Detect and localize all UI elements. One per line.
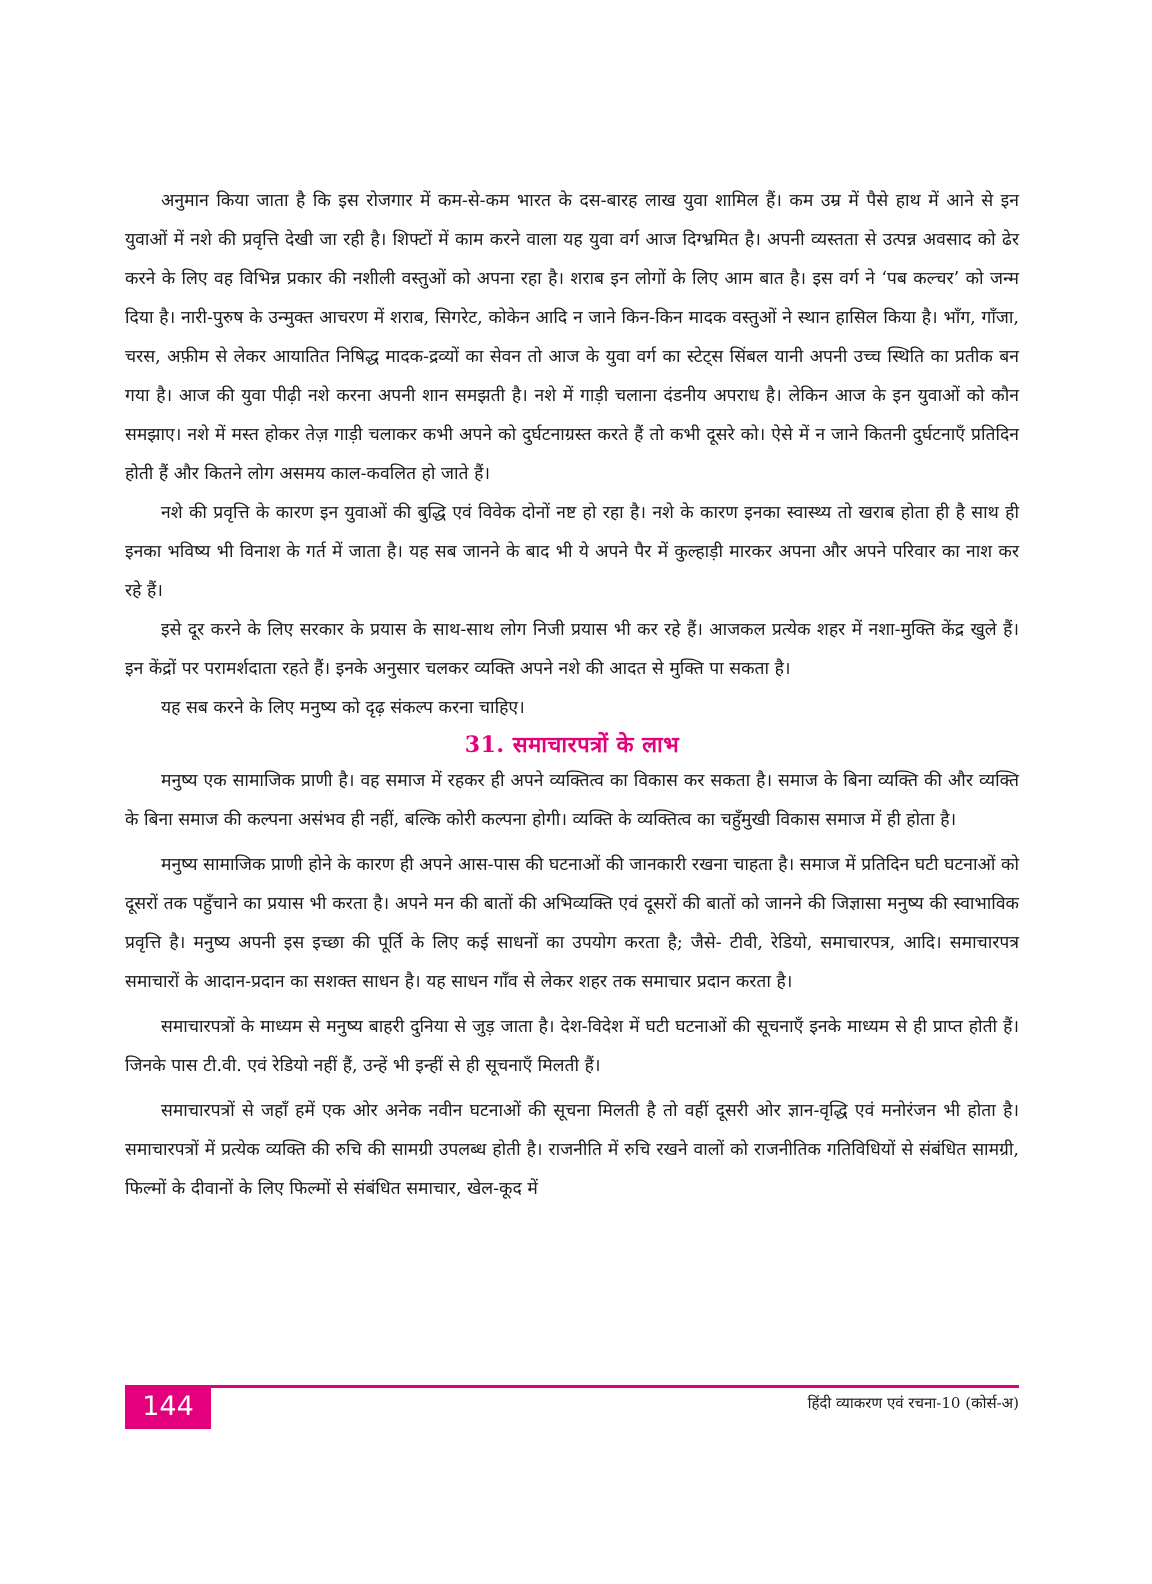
page-number: 144: [125, 1385, 211, 1429]
paragraph-news-outside-world: समाचारपत्रों के माध्यम से मनुष्य बाहरी दुनिया से जुड़ जाता है। देश-विदेश में घटी घटनाओं की सूचनाएँ इनके माध्यम से ही प्राप्त होती हैं। जिनके पास टी.वी. एवं रेडियो नहीं हैं, उन्हें भी इन्हीं से ही सूचनाएँ मिलती हैं।: [125, 1017, 1019, 1076]
book-title: हिंदी व्याकरण एवं रचना-10 (कोर्स-अ): [807, 1394, 1019, 1412]
section-heading: 31. समाचारपत्रों के लाभ: [464, 732, 680, 758]
paragraph-news-knowledge: समाचारपत्रों से जहाँ हमें एक ओर अनेक नवीन घटनाओं की सूचना मिलती है तो वहीं दूसरी ओर ज्ञान-वृद्धि एवं मनोरंजन भी होता है। समाचारपत्रों में प्रत्येक व्यक्ति की रुचि की सामग्री उपलब्ध होती है। राजनीति में रुचि रखने वालों को राजनीतिक गतिविधियों से संबंधित सामग्री, फिल्मों के दीवानों के लिए फिल्मों से संबंधित समाचार, खेल-कूद में: [125, 1101, 1019, 1199]
paragraph-addiction-youth: अनुमान किया जाता है कि इस रोजगार में कम-से-कम भारत के दस-बारह लाख युवा शामिल हैं। कम उम्र में पैसे हाथ में आने से इन युवाओं में नशे की प्रवृत्ति देखी जा रही है। शिफ्टों में काम करने वाला यह युवा वर्ग आज दिग्भ्रमित है। अपनी व्यस्तता से उत्पन्न अवसाद को ढेर करने के लिए वह विभिन्न प्रकार की नशीली वस्तुओं को अपना रहा है। शराब इन लोगों के लिए आम बात है। इस वर्ग ने ‘पब कल्चर’ को जन्म दिया है। नारी-पुरुष के उन्मुक्त आचरण में शराब, सिगरेट, कोकेन आदि न जाने किन-किन मादक वस्तुओं ने स्थान हासिल किया है। भाँग, गाँजा, चरस, अफ़ीम से लेकर आयातित निषिद्ध मादक-द्रव्यों का सेवन तो आज के युवा वर्ग का स्टेट्स सिंबल यानी अपनी उच्च स्थिति का प्रतीक बन गया है। आज की युवा पीढ़ी नशे करना अपनी शान समझती है। नशे में गाड़ी चलाना दंडनीय अपराध है। लेकिन आज के इन युवाओं को कौन समझाए। नशे में मस्त होकर तेज़ गाड़ी चलाकर कभी अपने को दुर्घटनाग्रस्त करते हैं तो कभी दूसरे को। ऐसे में न जाने कितनी दुर्घटनाएँ प्रतिदिन होती हैं और कितने लोग असमय काल-कवलित हो जाते हैं।: [125, 191, 1019, 484]
paragraph-news-curiosity: मनुष्य सामाजिक प्राणी होने के कारण ही अपने आस-पास की घटनाओं की जानकारी रखना चाहता है। समाज में प्रतिदिन घटी घटनाओं को दूसरों तक पहुँचाने का प्रयास भी करता है। अपने मन की बातों की अभिव्यक्ति एवं दूसरों की बातों को जानने की जिज्ञासा मनुष्य की स्वाभाविक प्रवृत्ति है। मनुष्य अपनी इस इच्छा की पूर्ति के लिए कई साधनों का उपयोग करता है; जैसे- टीवी, रेडियो, समाचारपत्र, आदि। समाचारपत्र समाचारों के आदान-प्रदान का सशक्त साधन है। यह साधन गाँव से लेकर शहर तक समाचार प्रदान करता है।: [125, 855, 1019, 992]
paragraph-addiction-remedy: इसे दूर करने के लिए सरकार के प्रयास के साथ-साथ लोग निजी प्रयास भी कर रहे हैं। आजकल प्रत्येक शहर में नशा-मुक्ति केंद्र खुले हैं। इन केंद्रों पर परामर्शदाता रहते हैं। इनके अनुसार चलकर व्यक्ति अपने नशे की आदत से मुक्ति पा सकता है।: [125, 620, 1019, 679]
paragraph-addiction-effects: नशे की प्रवृत्ति के कारण इन युवाओं की बुद्धि एवं विवेक दोनों नष्ट हो रहा है। नशे के कारण इनका स्वास्थ्य तो खराब होता ही है साथ ही इनका भविष्य भी विनाश के गर्त में जाता है। यह सब जानने के बाद भी ये अपने पैर में कुल्हाड़ी मारकर अपना और अपने परिवार का नाश कर रहे हैं।: [125, 503, 1019, 601]
footer-divider: [125, 1385, 1019, 1388]
paragraph-resolve: यह सब करने के लिए मनुष्य को दृढ़ संकल्प करना चाहिए।: [161, 698, 525, 718]
page-body: [125, 182, 1019, 1215]
page-footer: [125, 1385, 1019, 1429]
paragraph-social-being: मनुष्य एक सामाजिक प्राणी है। वह समाज में रहकर ही अपने व्यक्तित्व का विकास कर सकता है। समाज के बिना व्यक्ति की और व्यक्ति के बिना समाज की कल्पना असंभव ही नहीं, बल्कि कोरी कल्पना होगी। व्यक्ति के व्यक्तित्व का चहुँमुखी विकास समाज में ही होता है।: [125, 771, 1019, 830]
